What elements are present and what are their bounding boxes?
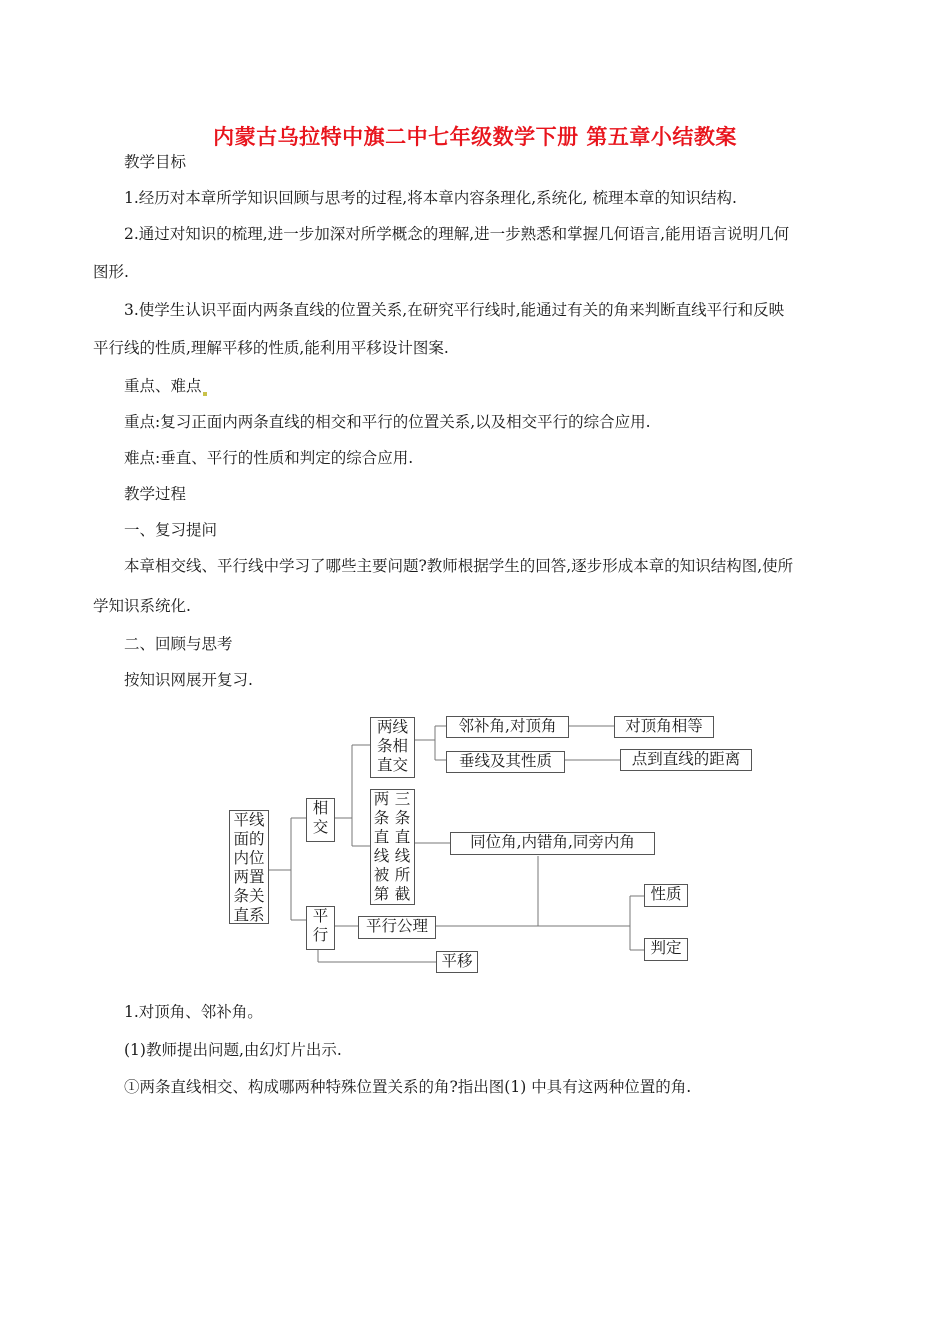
diagram-translation-node: 平移	[436, 951, 478, 973]
objective-3-line-2: 平行线的性质,理解平移的性质,能利用平移设计图案.	[93, 339, 449, 357]
key-point: 重点:复习正面内两条直线的相交和平行的位置关系,以及相交平行的综合应用.	[124, 413, 651, 431]
diagram-two-lines-intersect-node: 两线 条相 直交	[370, 717, 415, 778]
objective-2-line-1: 2.通过对知识的梳理,进一步加深对所学概念的理解,进一步熟悉和掌握几何语言,能用语言说明几何	[124, 225, 790, 243]
objective-1: 1.经历对本章所学知识回顾与思考的过程,将本章内容条理化,系统化, 梳理本章的知识结构.	[124, 189, 737, 207]
diagram-three-lines-node: 两 条 直 线 被 第 三 条 直 线 所 截	[370, 789, 415, 905]
process-heading: 教学过程	[124, 485, 187, 503]
diagram-vertical-angles-equal-node: 对顶角相等	[614, 716, 714, 738]
diagram-parallel-node: 平 行	[306, 906, 335, 950]
key-points-heading: 重点、难点	[124, 376, 207, 396]
diagram-property-node: 性质	[644, 884, 688, 907]
document-title: 内蒙古乌拉特中旗二中七年级数学下册 第五章小结教案	[213, 125, 737, 149]
item-1-sub: (1)教师提出问题,由幻灯片出示.	[124, 1041, 342, 1059]
objective-2-line-2: 图形.	[93, 263, 129, 281]
diagram-perpendicular-node: 垂线及其性质	[446, 751, 565, 773]
objective-3-line-1: 3.使学生认识平面内两条直线的位置关系,在研究平行线时,能通过有关的角来判断直线平行和反映	[124, 301, 785, 319]
section-1-text-line-1: 本章相交线、平行线中学习了哪些主要问题?教师根据学生的回答,逐步形成本章的知识结构图,使所	[124, 557, 794, 575]
diagram-parallel-axiom-node: 平行公理	[358, 916, 436, 939]
diagram-distance-node: 点到直线的距离	[620, 749, 752, 771]
section-1-heading: 一、复习提问	[124, 521, 218, 539]
objectives-heading: 教学目标	[124, 153, 187, 171]
item-1-heading: 1.对顶角、邻补角。	[124, 1003, 263, 1021]
diagram-adjacent-vertical-angles-node: 邻补角,对顶角	[446, 716, 569, 738]
diagram-judgement-node: 判定	[644, 938, 688, 961]
section-2-text: 按知识网展开复习.	[124, 671, 253, 689]
section-1-text-line-2: 学知识系统化.	[93, 597, 191, 615]
diagram-angle-types-node: 同位角,内错角,同旁内角	[450, 832, 655, 855]
diagram-root-node: 平线 面的 内位 两置 条关 直系	[229, 810, 269, 924]
diagram-intersect-node: 相 交	[306, 798, 335, 842]
item-1-question: ①两条直线相交、构成哪两种特殊位置关系的角?指出图(1) 中具有这两种位置的角.	[124, 1078, 692, 1096]
difficult-point: 难点:垂直、平行的性质和判定的综合应用.	[124, 449, 414, 467]
section-2-heading: 二、回顾与思考	[124, 635, 233, 653]
